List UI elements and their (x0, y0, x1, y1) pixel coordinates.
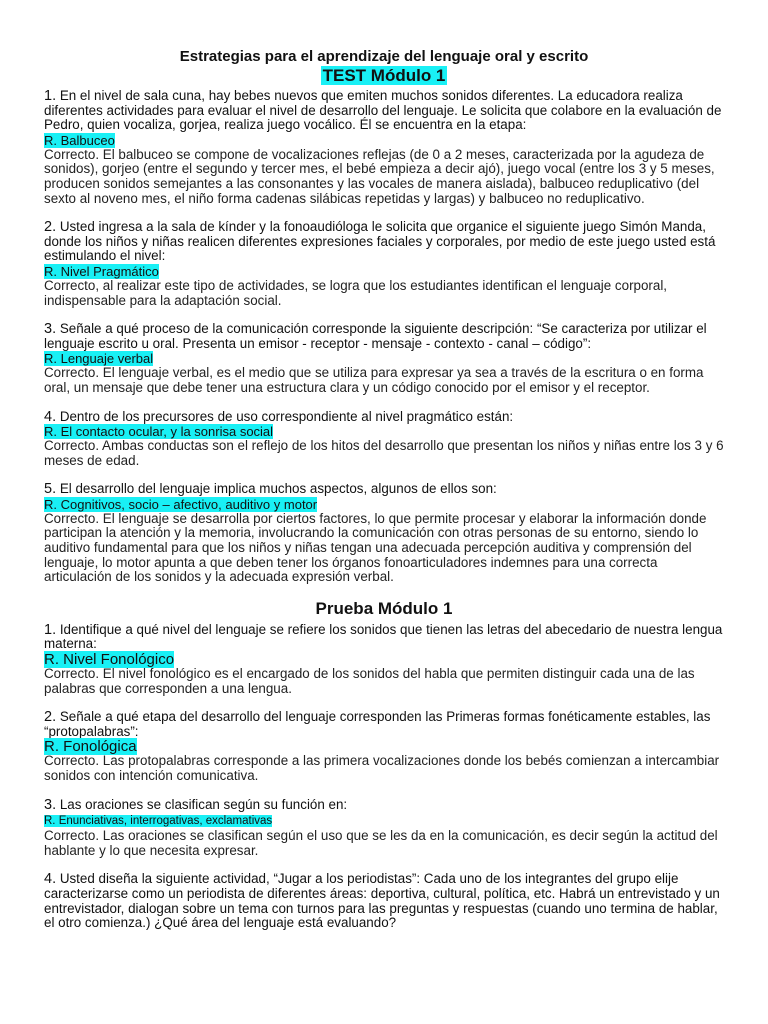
question-text: El desarrollo del lenguaje implica muchos aspectos, algunos de ellos son: (56, 481, 497, 497)
answer-explanation: Correcto. El lenguaje verbal, es el medio que se utiliza para expresar ya sea a través de la escritura o en forma oral, un mensaje que debe tener una estructura clara y un código conocido por el emisor y el receptor. (44, 365, 704, 395)
test-question-5 (44, 482, 724, 585)
question-number: 1. (44, 621, 57, 638)
prueba-heading: Prueba Módulo 1 (315, 598, 453, 618)
highlighted-answer: R. Cognitivos, socio – afectivo, auditivo y motor (44, 496, 318, 512)
test-question-1 (44, 89, 724, 206)
answer-explanation: Correcto. El lenguaje se desarrolla por ciertos factores, lo que permite procesar y elaborar la información donde participan la atención y la memoria, involucrando la comunicación con otras personas de su entorno, siendo lo auditivo fundamental para que los niños y niñas tengan una adecuada percepción auditiva y comprensión del lenguaje, lo motor apunta a que deben tener los órganos fonoarticuladores indemnes para una correcta articulación de los sonidos y la adecuada expresión verbal. (44, 510, 707, 585)
prueba-question-1 (44, 623, 724, 696)
prueba-question-2 (44, 710, 724, 783)
highlighted-answer: R. Nivel Pragmático (44, 263, 159, 279)
answer-explanation: Correcto. Las protopalabras corresponde a las primera vocalizaciones donde los bebés comienzan a intercambiar sonidos con intención comunicativa. (44, 753, 720, 783)
question-number: 3. (44, 321, 57, 338)
highlighted-answer: R. Nivel Fonológico (44, 651, 175, 669)
question-text: Usted diseña la siguiente actividad, “Jugar a los periodistas”: Cada uno de los integrantes del grupo elije caracterizarse como un periodista de diferentes áreas: deportiva, cultural, política, etc. Habrá un entrevistado y un entrevistador, dialogan sobre un tema con turnos para las preguntas y respuestas (cuando uno termina de hablar, el otro comienza.) ¿Qué área del lenguaje está evaluando? (44, 871, 720, 931)
test-heading-label: TEST Módulo 1 (322, 66, 446, 85)
question-number: 2. (44, 219, 57, 236)
question-text: Las oraciones se clasifican según su función en: (56, 796, 348, 812)
question-number: 4. (44, 871, 57, 888)
test-heading (44, 66, 724, 87)
question-text: Señale a qué proceso de la comunicación corresponde la siguiente descripción: “Se caracteriza por utilizar el lenguaje escrito u oral. Presenta un emisor - receptor - mensaje - contexto - canal – código”: (44, 321, 707, 351)
highlighted-answer: R. Fonológica (44, 738, 137, 756)
question-text: En el nivel de sala cuna, hay bebes nuevos que emiten muchos sonidos diferentes. La educadora realiza diferentes actividades para evaluar el nivel de desarrollo del lenguaje. Le solicita que colabore en la evaluación de Pedro, quien vocaliza, gorjea, realiza juego vocálico. Él se encuentra en la etapa: (44, 88, 722, 133)
test-question-2 (44, 220, 724, 308)
highlighted-answer: R. Enunciativas, interrogativas, exclamativas (44, 815, 273, 828)
question-number: 4. (44, 408, 57, 425)
question-text: Señale a qué etapa del desarrollo del lenguaje corresponden las Primeras formas fonéticamente estables, las “protopalabras”: (44, 709, 711, 739)
answer-explanation: Correcto, al realizar este tipo de actividades, se logra que los estudiantes identifican el lenguaje corporal, indispensable para la adaptación social. (44, 277, 668, 308)
question-number: 1. (44, 88, 57, 104)
highlighted-answer: R. Balbuceo (44, 132, 115, 148)
question-text: Usted ingresa a la sala de kínder y la fonoaudióloga le solicita que organice el siguiente juego Simón Manda, donde los niños y niñas realicen diferentes expresiones faciales y corporales, por medio de este juego usted está estimulando el nivel: (44, 219, 716, 264)
test-question-4 (44, 410, 724, 469)
prueba-question-4 (44, 872, 724, 930)
question-text: Dentro de los precursores de uso correspondiente al nivel pragmático están: (56, 408, 514, 424)
question-number: 5. (44, 481, 57, 498)
highlighted-answer: R. El contacto ocular, y la sonrisa social (44, 424, 274, 440)
document-title: Estrategias para el aprendizaje del lenguaje oral y escrito (179, 48, 589, 65)
question-text: Identifique a qué nivel del lenguaje se refiere los sonidos que tienen las letras del abecedario de nuestra lengua materna: (44, 621, 723, 652)
prueba-question-3 (44, 798, 724, 859)
answer-explanation: Correcto. El nivel fonológico es el encargado de los sonidos del habla que permiten distinguir cada una de las palabras que corresponden a una lengua. (44, 666, 695, 696)
answer-explanation: Correcto. Ambas conductas son el reflejo de los hitos del desarrollo que presentan los niños y niñas entre los 3 y 6 meses de edad. (44, 438, 724, 468)
test-question-3 (44, 322, 724, 395)
question-number: 2. (44, 709, 57, 726)
answer-explanation: Correcto. Las oraciones se clasifican según el uso que se les da en la comunicación, es decir según la actitud del hablante y lo que necesita expresar. (44, 828, 718, 858)
question-number: 3. (44, 796, 57, 813)
highlighted-answer: R. Lenguaje verbal (44, 351, 154, 367)
answer-explanation: Correcto. El balbuceo se compone de vocalizaciones reflejas (de 0 a 2 meses, caracterizada por la agudeza de sonidos), gorjeo (entre el segundo y tercer mes, el bebé empieza a decir ajó), juego vocal (entre los 3 y 5 meses, producen sonidos semejantes a las consonantes y las vocales de manera aislada), balbuceo reduplicativo (del sexto al noveno mes, el niño forma cadenas silábicas repetidas y largas) y balbuceo no reduplicativo. (44, 146, 715, 206)
